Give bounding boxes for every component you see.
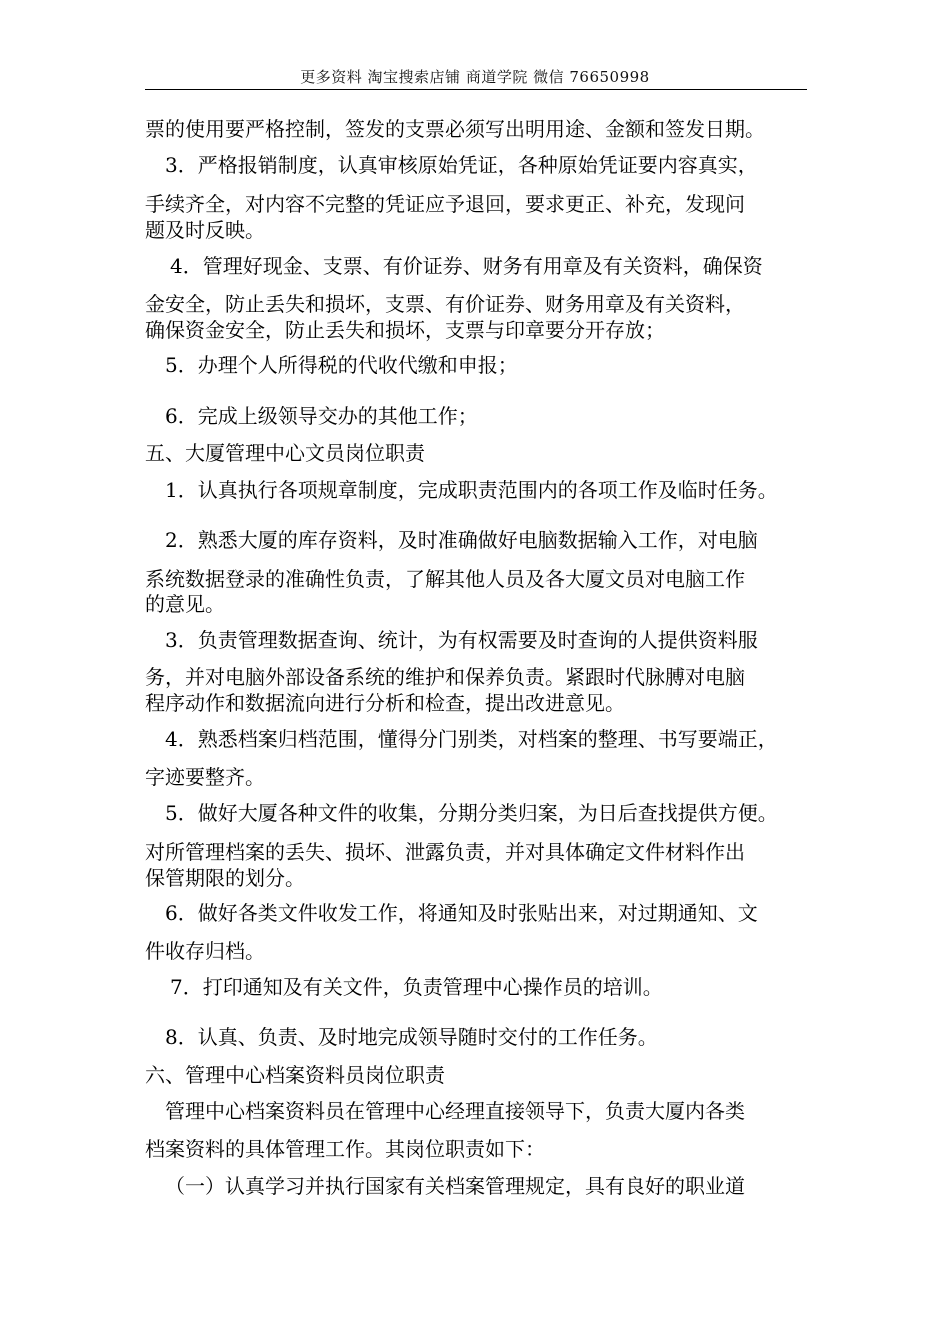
text-line: 2．熟悉大厦的库存资料，及时准确做好电脑数据输入工作，对电脑 (165, 528, 758, 552)
text-line: 务，并对电脑外部设备系统的维护和保养负责。紧跟时代脉膊对电脑 (145, 665, 745, 689)
text-line: 1．认真执行各项规章制度，完成职责范围内的各项工作及临时任务。 (165, 478, 778, 502)
text-line: 管理中心档案资料员在管理中心经理直接领导下，负责大厦内各类 (165, 1099, 745, 1123)
text-line: 手续齐全，对内容不完整的凭证应予退回，要求更正、补充，发现问 (145, 192, 745, 216)
page-header: 更多资料 淘宝搜索店铺 商道学院 微信 76650998 (300, 68, 650, 86)
text-line: 7．打印通知及有关文件，负责管理中心操作员的培训。 (170, 975, 663, 999)
text-line: （一）认真学习并执行国家有关档案管理规定，具有良好的职业道 (165, 1174, 745, 1198)
text-line: 的意见。 (145, 592, 225, 616)
section-heading: 五、大厦管理中心文员岗位职责 (145, 441, 425, 465)
text-line: 题及时反映。 (145, 218, 265, 242)
text-line: 保管期限的划分。 (145, 866, 305, 890)
text-line: 5．办理个人所得税的代收代缴和申报； (165, 353, 518, 377)
text-line: 5．做好大厦各种文件的收集，分期分类归案，为日后查找提供方便。 (165, 801, 778, 825)
text-line: 系统数据登录的准确性负责，了解其他人员及各大厦文员对电脑工作 (145, 567, 745, 591)
text-line: 4．熟悉档案归档范围，懂得分门别类，对档案的整理、书写要端正， (165, 727, 778, 751)
text-line: 程序动作和数据流向进行分析和检查，提出改进意见。 (145, 691, 625, 715)
text-line: 3．严格报销制度，认真审核原始凭证，各种原始凭证要内容真实， (165, 153, 758, 177)
text-line: 3．负责管理数据查询、统计，为有权需要及时查询的人提供资料服 (165, 628, 758, 652)
section-heading: 六、管理中心档案资料员岗位职责 (145, 1063, 445, 1087)
text-line: 字迹要整齐。 (145, 765, 265, 789)
text-line: 6．完成上级领导交办的其他工作； (165, 404, 478, 428)
text-line: 6．做好各类文件收发工作，将通知及时张贴出来，对过期通知、文 (165, 901, 758, 925)
text-line: 档案资料的具体管理工作。其岗位职责如下： (145, 1137, 545, 1161)
text-line: 票的使用要严格控制，签发的支票必须写出明用途、金额和签发日期。 (145, 117, 765, 141)
text-line: 4．管理好现金、支票、有价证券、财务有用章及有关资料，确保资 (170, 254, 763, 278)
text-line: 8．认真、负责、及时地完成领导随时交付的工作任务。 (165, 1025, 658, 1049)
text-line: 对所管理档案的丢失、损坏、泄露负责，并对具体确定文件材料作出 (145, 840, 745, 864)
header-rule (145, 89, 807, 90)
text-line: 金安全，防止丢失和损坏，支票、有价证券、财务用章及有关资料， (145, 292, 745, 316)
text-line: 确保资金安全，防止丢失和损坏，支票与印章要分开存放； (145, 318, 665, 342)
text-line: 件收存归档。 (145, 939, 265, 963)
